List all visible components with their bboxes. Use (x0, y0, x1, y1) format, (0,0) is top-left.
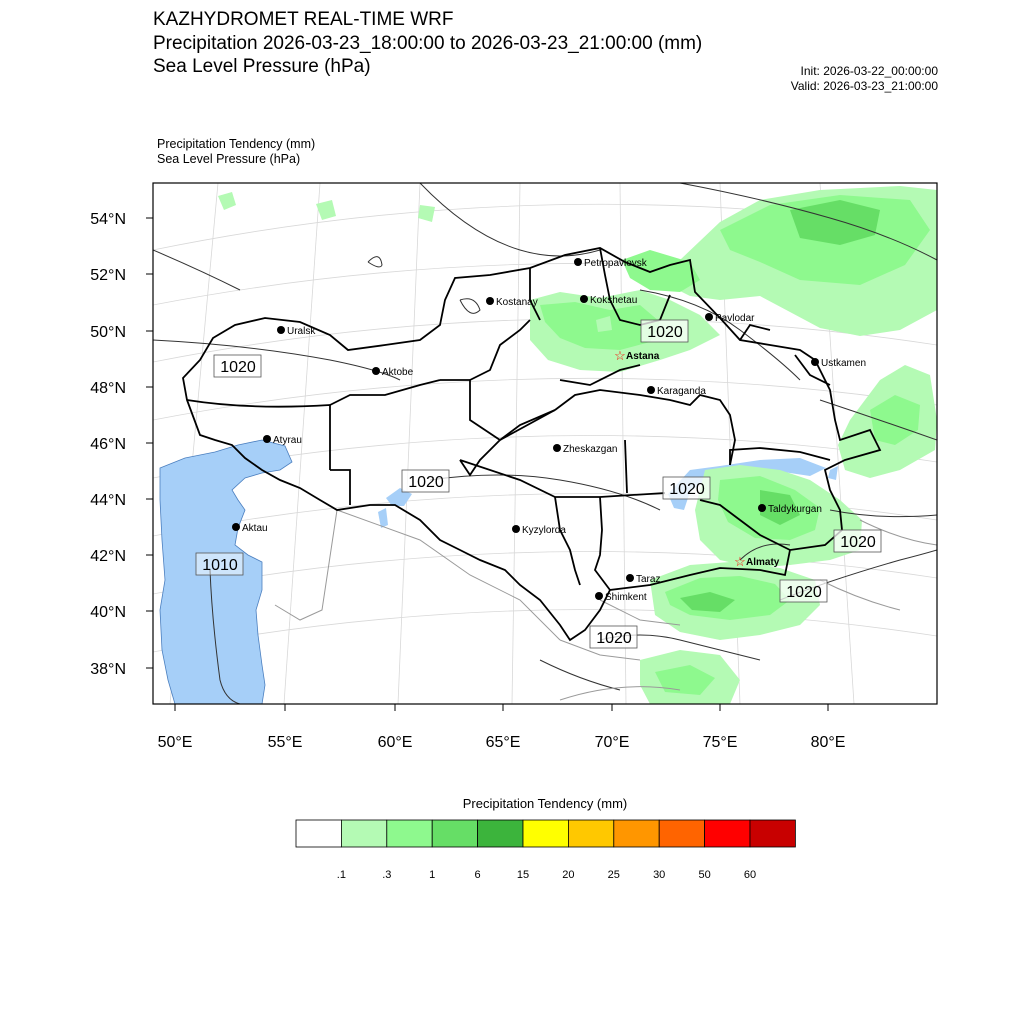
city-dot (580, 295, 588, 303)
city-label: Atyrau (273, 435, 302, 446)
colorbar-tick-label: 20 (562, 869, 575, 881)
contour-label: 1020 (408, 474, 444, 491)
colorbar-tick-label: 1 (429, 869, 436, 881)
contour-label: 1020 (596, 630, 632, 647)
colorbar-swatch (478, 820, 523, 847)
lon-label: 70°E (594, 734, 630, 751)
lon-label: 75°E (702, 734, 738, 751)
colorbar-tick-label: 15 (516, 869, 530, 881)
city-dot (758, 504, 766, 512)
lat-label: 50°N (90, 324, 126, 341)
lat-label: 42°N (90, 548, 126, 565)
capital-star-icon: ☆ (614, 348, 626, 363)
city-dot (372, 367, 380, 375)
city-label: Uralsk (287, 326, 316, 337)
lon-label: 60°E (377, 734, 413, 751)
colorbar-swatch (341, 820, 386, 847)
colorbar-swatch (568, 820, 613, 847)
init-time: Init: 2026-03-22_00:00:00 (800, 64, 938, 78)
city-label: Kostanay (496, 297, 538, 308)
subtitle-slp: Sea Level Pressure (hPa) (157, 152, 301, 166)
colorbar-swatch (750, 820, 795, 847)
lat-label: 52°N (90, 267, 126, 284)
lon-label: 80°E (810, 734, 846, 751)
contour-label: 1010 (202, 557, 238, 574)
colorbar-tick-label: 30 (653, 869, 666, 881)
lat-label: 44°N (90, 492, 126, 509)
colorbar-swatch (659, 820, 704, 847)
subtitle-precip: Precipitation Tendency (mm) (157, 137, 316, 151)
lat-label: 46°N (90, 436, 126, 453)
city-dot (705, 313, 713, 321)
colorbar-swatch (523, 820, 568, 847)
city-dot (811, 358, 819, 366)
city-label: Karaganda (657, 386, 706, 397)
city-label-capital: Almaty (746, 557, 780, 568)
city-dot (595, 592, 603, 600)
lon-label: 65°E (485, 734, 521, 751)
city-dot (574, 258, 582, 266)
colorbar-tick-label: .3 (382, 869, 392, 881)
lat-label: 48°N (90, 380, 126, 397)
city-label: Shimkent (605, 592, 647, 603)
valid-time: Valid: 2026-03-23_21:00:00 (790, 79, 938, 93)
contour-label: 1020 (669, 481, 705, 498)
title-line-1: KAZHYDROMET REAL-TIME WRF (153, 9, 454, 30)
contour-label: 1020 (840, 534, 876, 551)
city-label: Taraz (636, 574, 661, 585)
city-dot (553, 444, 561, 452)
colorbar-swatch (387, 820, 432, 847)
colorbar-swatch (614, 820, 659, 847)
colorbar-swatch (705, 820, 750, 847)
colorbar-swatch (296, 820, 341, 847)
contour-label: 1020 (647, 324, 683, 341)
colorbar-tick-label: 25 (607, 869, 620, 881)
lat-label: 38°N (90, 661, 126, 678)
city-dot (647, 386, 655, 394)
city-label-capital: Astana (626, 351, 660, 362)
colorbar-title: Precipitation Tendency (mm) (462, 796, 628, 811)
contour-label: 1020 (786, 584, 822, 601)
title-line-3: Sea Level Pressure (hPa) (153, 56, 371, 77)
contour-label: 1020 (220, 359, 256, 376)
city-label: Aktau (242, 523, 268, 534)
city-dot (486, 297, 494, 305)
city-label: Pavlodar (715, 313, 755, 324)
lon-label: 55°E (267, 734, 303, 751)
colorbar (296, 820, 795, 881)
lon-label: 50°E (157, 734, 193, 751)
city-label: Zheskazgan (563, 444, 618, 455)
capital-star-icon: ☆ (734, 554, 746, 569)
colorbar-tick-label: 50 (698, 869, 711, 881)
colorbar-tick-label: .1 (336, 869, 346, 881)
colorbar-tick-label: 60 (743, 869, 757, 881)
city-label: Taldykurgan (768, 504, 822, 515)
city-label: Aktobe (382, 367, 414, 378)
city-dot (512, 525, 520, 533)
city-dot (626, 574, 634, 582)
title-line-2: Precipitation 2026-03-23_18:00:00 to 2026-03-23_21:00:00 (mm) (153, 33, 703, 54)
colorbar-tick-label: 6 (474, 869, 481, 881)
city-label: Kokshetau (590, 295, 638, 306)
city-label: Kyzylorda (522, 525, 566, 536)
city-dot (232, 523, 240, 531)
city-label: Petropavlovsk (584, 258, 647, 269)
city-dot (263, 435, 271, 443)
colorbar-swatch (432, 820, 477, 847)
lat-label: 54°N (90, 211, 126, 228)
lat-label: 40°N (90, 604, 126, 621)
city-label: Ustkamen (821, 358, 867, 369)
city-dot (277, 326, 285, 334)
